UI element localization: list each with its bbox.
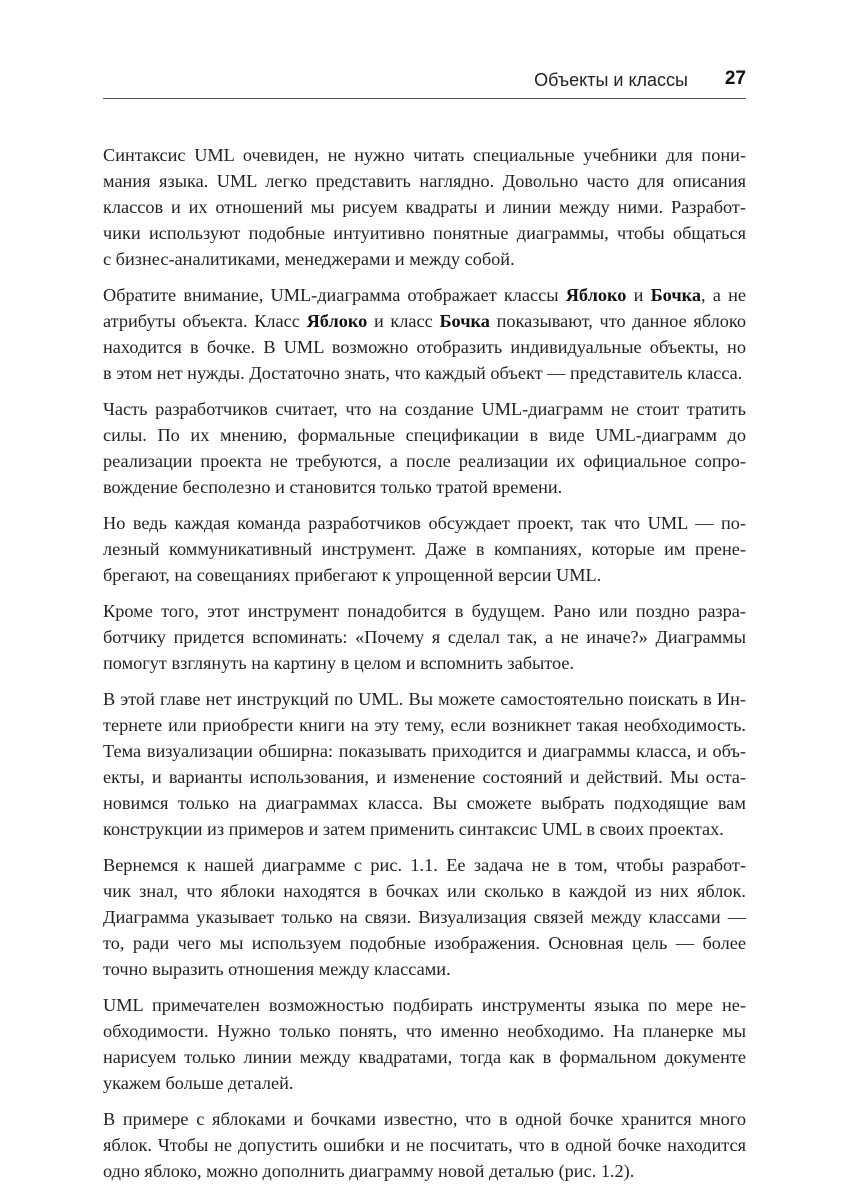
text-line: тернете или приобрести книги на эту тему, если возникнет такая необходимость.: [103, 715, 746, 735]
text-line: яблок. Чтобы не допустить ошибки и не посчитать, что в одной бочке находится: [103, 1135, 746, 1155]
bold-term: Яблоко: [306, 311, 368, 331]
text-segment: показывают, что данное яблоко: [489, 311, 746, 331]
text-line: помогут взглянуть на картину в целом и вспомнить забытое.: [103, 653, 575, 673]
paragraph: [103, 1106, 746, 1184]
paragraph: [103, 396, 746, 500]
paragraph: [103, 992, 746, 1096]
text-line: то, ради чего мы используем подобные изображения. Основная цель — более: [103, 933, 746, 953]
text-line: Тема визуализации обширна: показывать приходится и диаграммы класса, и объ-: [103, 741, 746, 761]
bold-term: Яблоко: [565, 285, 627, 305]
page-number: 27: [724, 68, 746, 89]
text-line: укажем больше деталей.: [103, 1073, 294, 1093]
text-segment: и класс: [367, 311, 440, 331]
paragraph: [103, 142, 746, 272]
text-segment: , а не: [701, 285, 746, 305]
bold-term: Бочка: [650, 285, 702, 305]
running-header: [103, 66, 746, 99]
text-line: реализации проекта не требуются, а после реализации их официальное сопро-: [103, 451, 746, 471]
text-line: одно яблоко, можно дополнить диаграмму новой деталью (рис. 1.2).: [103, 1161, 635, 1181]
text-line: нарисуем только линии между квадратами, тогда как в формальном документе: [103, 1047, 746, 1067]
text-segment: атрибуты объекта. Класс: [103, 311, 307, 331]
paragraph: [103, 852, 746, 982]
text-line: конструкции из примеров и затем применить синтаксис UML в своих проектах.: [103, 819, 724, 839]
text-line: В этой главе нет инструкций по UML. Вы можете самостоятельно поискать в Ин-: [103, 689, 746, 709]
text-line: новимся только на диаграммах класса. Вы сможете выбрать подходящие вам: [103, 793, 746, 813]
text-line: силы. По их мнению, формальные спецификации в виде UML-диаграмм до: [103, 425, 746, 445]
text-line: точно выразить отношения между классами.: [103, 959, 451, 979]
text-line: с бизнес-аналитиками, менеджерами и между собой.: [103, 249, 515, 269]
paragraph: [103, 282, 746, 386]
text-line: Но ведь каждая команда разработчиков обсуждает проект, так что UML — по-: [103, 513, 746, 533]
text-line: лезный коммуникативный инструмент. Даже в компаниях, которые им пренe-: [103, 539, 746, 559]
text-line: находится в бочке. В UML возможно отобразить индивидуальные объекты, но: [103, 337, 746, 357]
text-line: [103, 282, 746, 308]
text-line: классов и их отношений мы рисуем квадраты и линии между ними. Разработ-: [103, 197, 746, 217]
text-line: Часть разработчиков считает, что на создание UML-диаграмм не стоит тратить: [103, 399, 746, 419]
text-line: Кроме того, этот инструмент понадобится в будущем. Рано или поздно разра-: [103, 601, 746, 621]
text-line: ботчику придется вспоминать: «Почему я сделал так, а не иначе?» Диаграммы: [103, 627, 746, 647]
text-line: вождение бесполезно и становится только тратой времени.: [103, 477, 563, 497]
text-line: екты, и варианты использования, и изменение состояний и действий. Мы оста-: [103, 767, 746, 787]
text-line: мания языка. UML легко представить наглядно. Довольно часто для описания: [103, 171, 746, 191]
text-line: Вернемся к нашей диаграмме с рис. 1.1. Ее задача не в том, чтобы разработ-: [103, 855, 746, 875]
text-line: в этом нет нужды. Достаточно знать, что каждый объект — представитель класса.: [103, 363, 743, 383]
text-line: чики используют подобные интуитивно понятные диаграммы, чтобы общаться: [103, 223, 746, 243]
paragraph: [103, 686, 746, 842]
text-line: Синтаксис UML очевиден, не нужно читать специальные учебники для пони-: [103, 145, 746, 165]
text-line: [103, 308, 746, 334]
paragraph: [103, 598, 746, 676]
text-line: Диаграмма указывает только на связи. Визуализация связей между классами —: [103, 907, 746, 927]
bold-term: Бочка: [439, 311, 490, 331]
text-segment: и: [626, 285, 651, 305]
text-line: В примере с яблоками и бочками известно, что в одной бочке хранится много: [103, 1109, 746, 1129]
text-line: брегают, на совещаниях прибегают к упрощенной версии UML.: [103, 565, 602, 585]
running-title: Объекты и классы: [534, 70, 688, 90]
text-line: чик знал, что яблоки находятся в бочках или сколько в каждой из них яблок.: [103, 881, 746, 901]
paragraph: [103, 510, 746, 588]
text-line: UML примечателен возможностью подбирать инструменты языка по мере не-: [103, 995, 746, 1015]
text-line: обходимости. Нужно только понять, что именно необходимо. На планерке мы: [103, 1021, 746, 1041]
text-segment: Обратите внимание, UML-диаграмма отображает классы: [103, 285, 566, 305]
page-body: [103, 142, 746, 1194]
